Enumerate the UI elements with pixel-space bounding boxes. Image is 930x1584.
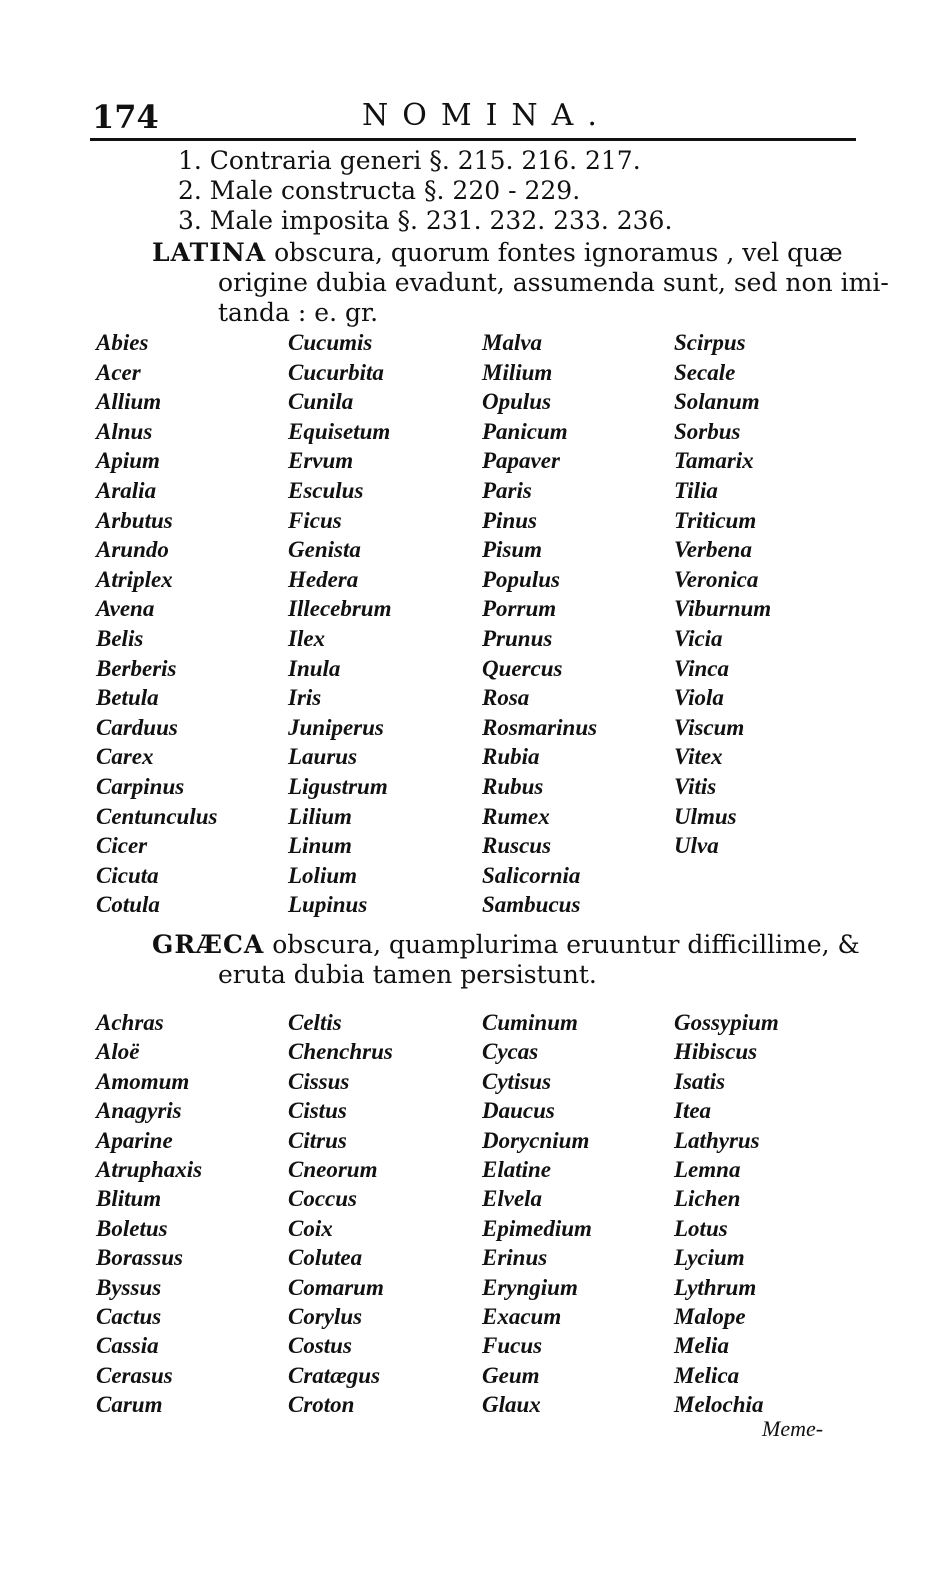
plant-name: Elatine xyxy=(482,1156,552,1182)
plant-name: Papaver xyxy=(482,448,560,474)
page-number: 174 xyxy=(92,98,159,136)
page-header xyxy=(92,98,860,138)
plant-name: Lupinus xyxy=(288,892,368,918)
plant-name: Cerasus xyxy=(96,1362,173,1388)
rule-item: 1. Contraria generi §. 215. 216. 217. xyxy=(178,146,641,175)
name-column xyxy=(96,1008,286,1419)
plant-name: Cycas xyxy=(482,1039,539,1065)
plant-name: Comarum xyxy=(288,1274,384,1300)
plant-name: Cucumis xyxy=(288,330,373,355)
plant-name: Esculus xyxy=(288,477,364,503)
plant-name: Cucurbita xyxy=(288,359,384,385)
plant-name: Aparine xyxy=(96,1127,173,1153)
plant-name: Quercus xyxy=(482,655,563,681)
plant-name: Viburnum xyxy=(674,596,772,622)
plant-name: Byssus xyxy=(96,1274,162,1300)
plant-name: Costus xyxy=(288,1333,352,1359)
plant-name: Coccus xyxy=(288,1186,357,1212)
plant-name: Rumex xyxy=(482,803,550,829)
plant-name: Belis xyxy=(96,625,144,651)
plant-name: Atruphaxis xyxy=(96,1156,203,1182)
plant-name: Cratægus xyxy=(288,1362,381,1388)
plant-name: Tamarix xyxy=(674,448,754,474)
graeca-heading: GRÆCA xyxy=(152,930,265,959)
plant-name: Rosa xyxy=(482,685,530,711)
latina-text-line: obscura, quorum fontes ignoramus , vel quæ xyxy=(274,238,843,267)
plant-name: Vitex xyxy=(674,744,723,770)
plant-name: Opulus xyxy=(482,389,552,415)
plant-name: Rosmarinus xyxy=(482,714,598,740)
name-column xyxy=(96,328,286,920)
plant-name: Malope xyxy=(674,1303,746,1329)
plant-name: Gossypium xyxy=(674,1010,779,1035)
plant-name: Lichen xyxy=(674,1186,741,1212)
plant-name: Ruscus xyxy=(482,833,552,859)
name-column xyxy=(674,1008,864,1419)
plant-name: Cicer xyxy=(96,833,148,859)
plant-name: Melochia xyxy=(674,1392,764,1418)
plant-name: Vicia xyxy=(674,625,723,651)
plant-name: Scirpus xyxy=(674,330,746,355)
plant-name: Exacum xyxy=(482,1303,562,1329)
plant-name: Ervum xyxy=(288,448,354,474)
plant-name: Cactus xyxy=(96,1303,162,1329)
plant-name: Chenchrus xyxy=(288,1039,393,1065)
plant-name: Malva xyxy=(482,330,543,355)
plant-name: Ilex xyxy=(288,625,326,651)
plant-name: Cuminum xyxy=(482,1010,578,1035)
latina-heading: LATINA xyxy=(152,238,267,267)
plant-name: Corylus xyxy=(288,1303,363,1329)
rules-list xyxy=(178,146,818,236)
plant-name: Fucus xyxy=(482,1333,543,1359)
plant-name: Inula xyxy=(288,655,341,681)
plant-name: Pinus xyxy=(482,507,537,533)
plant-name: Apium xyxy=(96,448,160,474)
plant-name: Vinca xyxy=(674,655,729,681)
plant-name: Boletus xyxy=(96,1215,168,1241)
plant-name: Rubia xyxy=(482,744,540,770)
plant-name: Arbutus xyxy=(96,507,173,533)
plant-name: Triticum xyxy=(674,507,757,533)
catchword: Meme- xyxy=(762,1416,824,1441)
plant-name: Eryngium xyxy=(482,1274,578,1300)
plant-name: Hibiscus xyxy=(674,1039,758,1065)
plant-name: Dorycnium xyxy=(482,1127,590,1153)
plant-name: Laurus xyxy=(288,744,358,770)
plant-name: Juniperus xyxy=(288,714,384,740)
plant-name: Verbena xyxy=(674,537,752,563)
plant-name: Lythrum xyxy=(674,1274,757,1300)
plant-name: Rubus xyxy=(482,773,544,799)
plant-name: Pisum xyxy=(482,537,543,563)
plant-name: Geum xyxy=(482,1362,540,1388)
plant-name: Carex xyxy=(96,744,154,770)
plant-name: Celtis xyxy=(288,1010,342,1035)
plant-name: Cneorum xyxy=(288,1156,378,1182)
plant-name: Colutea xyxy=(288,1245,363,1271)
plant-name: Ulmus xyxy=(674,803,737,829)
latina-paragraph xyxy=(152,238,889,328)
plant-name: Betula xyxy=(96,685,159,711)
plant-name: Sambucus xyxy=(482,892,581,918)
graeca-paragraph xyxy=(152,930,870,990)
plant-name: Hedera xyxy=(288,566,359,592)
plant-name: Iris xyxy=(288,685,322,711)
plant-name: Melia xyxy=(674,1333,729,1359)
plant-name: Viscum xyxy=(674,714,745,740)
plant-name: Borassus xyxy=(96,1245,183,1271)
plant-name: Avena xyxy=(96,596,155,622)
plant-name: Populus xyxy=(482,566,560,592)
plant-name: Lathyrus xyxy=(674,1127,760,1153)
plant-name: Allium xyxy=(96,389,162,415)
name-column xyxy=(482,1008,672,1419)
plant-name: Itea xyxy=(674,1098,712,1124)
plant-name: Epimedium xyxy=(482,1215,592,1241)
plant-name: Acer xyxy=(96,359,141,385)
plant-name: Porrum xyxy=(482,596,557,622)
plant-name: Melica xyxy=(674,1362,740,1388)
plant-name: Centunculus xyxy=(96,803,218,829)
plant-name: Illecebrum xyxy=(288,596,392,622)
plant-name: Isatis xyxy=(674,1068,726,1094)
plant-name: Cistus xyxy=(288,1098,347,1124)
name-column xyxy=(288,1008,478,1419)
plant-name: Aralia xyxy=(96,477,157,503)
plant-name: Viola xyxy=(674,685,724,711)
name-column xyxy=(674,328,864,861)
plant-name: Lilium xyxy=(288,803,352,829)
plant-name: Cissus xyxy=(288,1068,350,1094)
plant-name: Ligustrum xyxy=(288,773,388,799)
plant-name: Paris xyxy=(482,477,532,503)
plant-name: Salicornia xyxy=(482,862,581,888)
rule-item: 2. Male constructa §. 220 - 229. xyxy=(178,176,581,205)
plant-name: Berberis xyxy=(96,655,177,681)
graeca-text-line: obscura, quamplurima eruuntur difficillime, & xyxy=(272,930,860,959)
plant-name: Cotula xyxy=(96,892,160,918)
plant-name: Carpinus xyxy=(96,773,185,799)
plant-name: Anagyris xyxy=(96,1098,182,1124)
header-rule xyxy=(90,138,856,141)
plant-name: Abies xyxy=(96,330,149,355)
plant-name: Veronica xyxy=(674,566,759,592)
plant-name: Panicum xyxy=(482,418,568,444)
plant-name: Amomum xyxy=(96,1068,190,1094)
name-column xyxy=(288,328,478,920)
plant-name: Atriplex xyxy=(96,566,173,592)
plant-name: Milium xyxy=(482,359,553,385)
plant-name: Solanum xyxy=(674,389,760,415)
plant-name: Carduus xyxy=(96,714,178,740)
plant-name: Equisetum xyxy=(288,418,391,444)
plant-name: Aloë xyxy=(96,1039,140,1065)
plant-name: Citrus xyxy=(288,1127,347,1153)
plant-name: Lemna xyxy=(674,1156,741,1182)
latina-text-line: tanda : e. gr. xyxy=(218,298,379,327)
plant-name: Ulva xyxy=(674,833,719,859)
plant-name: Alnus xyxy=(96,418,153,444)
plant-name: Linum xyxy=(288,833,352,859)
plant-name: Genista xyxy=(288,537,361,563)
plant-name: Carum xyxy=(96,1392,163,1418)
plant-name: Prunus xyxy=(482,625,553,651)
plant-name: Elvela xyxy=(482,1186,543,1212)
plant-name: Coix xyxy=(288,1215,333,1241)
plant-name: Lolium xyxy=(288,862,358,888)
plant-name: Lotus xyxy=(674,1215,728,1241)
plant-name: Tilia xyxy=(674,477,718,503)
plant-name: Cicuta xyxy=(96,862,159,888)
plant-name: Arundo xyxy=(96,537,169,563)
plant-name: Cassia xyxy=(96,1333,159,1359)
plant-name: Sorbus xyxy=(674,418,741,444)
rule-item: 3. Male imposita §. 231. 232. 233. 236. xyxy=(178,206,673,235)
plant-name: Vitis xyxy=(674,773,717,799)
running-title: NOMINA. xyxy=(362,98,611,133)
plant-name: Glaux xyxy=(482,1392,541,1418)
name-column xyxy=(482,328,672,920)
graeca-text-line: eruta dubia tamen persistunt. xyxy=(218,960,597,989)
plant-name: Blitum xyxy=(96,1186,162,1212)
plant-name: Cunila xyxy=(288,389,354,415)
plant-name: Ficus xyxy=(288,507,342,533)
plant-name: Achras xyxy=(96,1010,164,1035)
plant-name: Erinus xyxy=(482,1245,548,1271)
plant-name: Lycium xyxy=(674,1245,745,1271)
latina-text-line: origine dubia evadunt, assumenda sunt, sed non imi- xyxy=(218,268,889,297)
plant-name: Daucus xyxy=(482,1098,555,1124)
plant-name: Cytisus xyxy=(482,1068,552,1094)
plant-name: Secale xyxy=(674,359,736,385)
plant-name: Croton xyxy=(288,1392,355,1418)
